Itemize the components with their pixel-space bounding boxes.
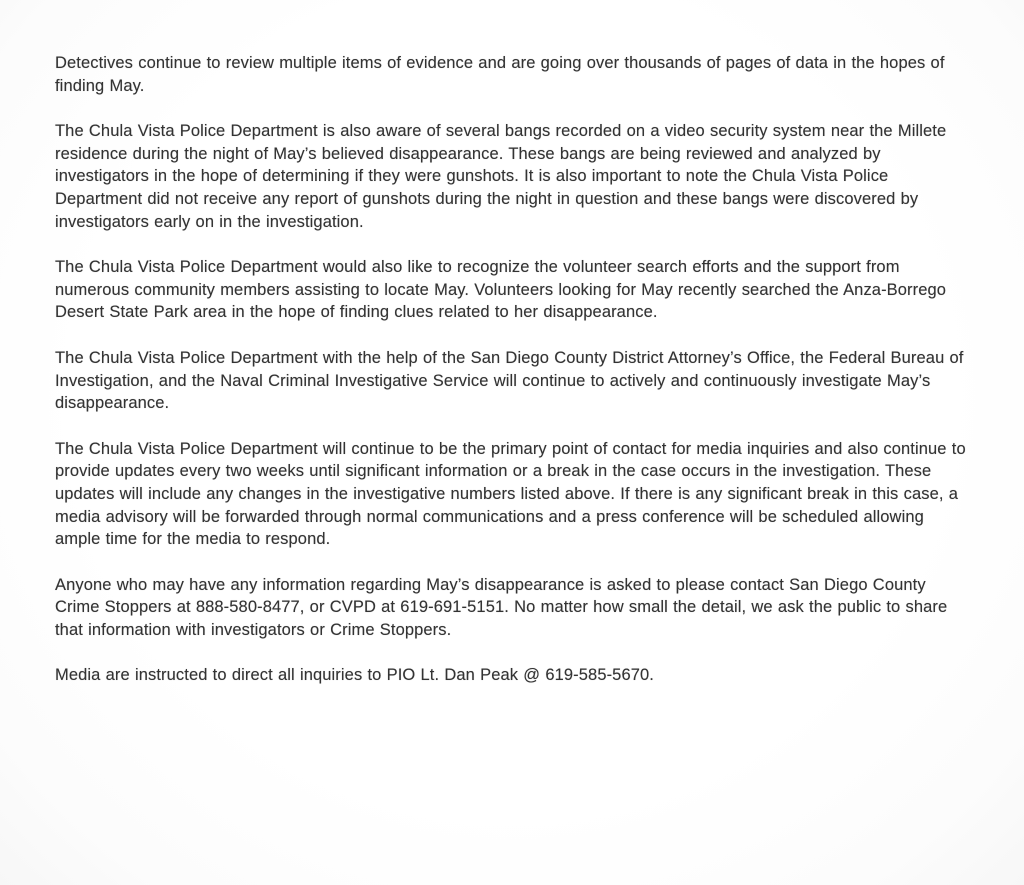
paragraph-evidence-review: Detectives continue to review multiple items of evidence and are going over thousands of pages of data in the hopes of finding May. [55,54,945,95]
paragraph-volunteer-search: The Chula Vista Police Department would also like to recognize the volunteer search efforts and the support from numerous community members assisting to locate May. Volunteers looking for May recently searched the Anza-Borrego Desert State Park area in the hope of finding clues related to her disappearance. [55,258,947,322]
paragraph-agency-cooperation: The Chula Vista Police Department with the help of the San Diego County District Attorney’s Office, the Federal Bureau of Investigation, and the Naval Criminal Investigative Service will continue to actively and continuously investigate May’s disappearance. [55,348,964,413]
paragraph-recorded-bangs: The Chula Vista Police Department is also aware of several bangs recorded on a video security system near the Millete residence during the night of May’s believed disappearance. These bangs are being reviewed and analyzed by investigators in the hope of determining if they were gunshots. It is also important to note the Chula Vista Police Department did not receive any report of gunshots during the night in question and these bangs were discovered by investigators early on in the investigation. [55,122,947,231]
paragraph-tip-contacts: Anyone who may have any information regarding May’s disappearance is asked to please contact San Diego County Crime Stoppers at 888-580-8477, or CVPD at 619-691-5151. No matter how small the detail, we ask the public to share that information with investigators or Crime Stoppers. [55,575,948,639]
paragraph-media-updates: The Chula Vista Police Department will continue to be the primary point of contact for media inquiries and also continue to provide updates every two weeks until significant information or a break in the case occurs in the investigation. These updates will include any changes in the investigative numbers listed above. If there is any significant break in this case, a media advisory will be forwarded through normal communications and a press conference will be scheduled allowing ample time for the media to respond. [55,439,966,549]
statement-text-block [55,52,972,710]
paragraph-media-inquiries: Media are instructed to direct all inquiries to PIO Lt. Dan Peak @ 619-585-5670. [55,666,654,685]
